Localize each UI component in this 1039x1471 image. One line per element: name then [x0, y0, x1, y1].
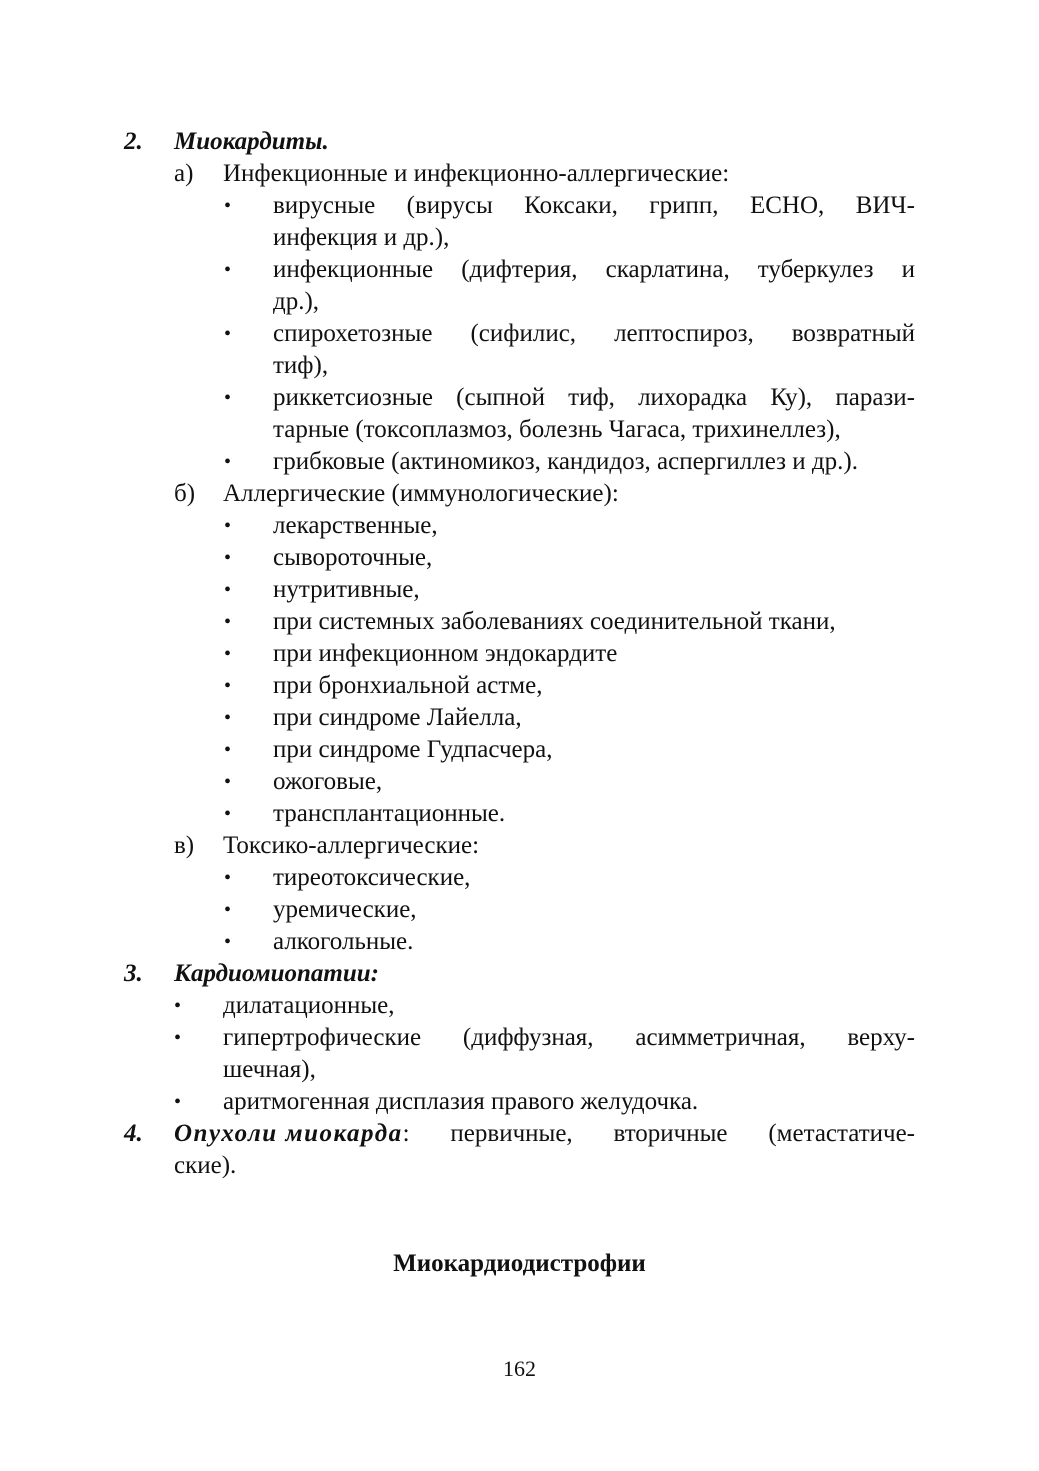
bullet: • [224, 931, 232, 953]
bullet: • [224, 867, 232, 889]
bullet: • [224, 515, 232, 537]
list-item: вирусные (вирусы Коксаки, грипп, ЕСНО, ВИЧ- [273, 192, 915, 219]
bullet: • [224, 451, 232, 473]
list-item-continuation: шечная), [223, 1056, 316, 1083]
list-marker: б) [174, 480, 196, 507]
section-heading: Миокардиты. [174, 128, 329, 155]
section-heading: Опухоли миокарда [174, 1120, 403, 1147]
bullet: • [224, 547, 232, 569]
section-heading: Кардиомиопатии: [174, 960, 379, 987]
bullet: • [224, 771, 232, 793]
list-item: аритмогенная дисплазия правого желудочка. [223, 1088, 699, 1115]
list-item: при инфекционном эндокардите [273, 640, 618, 667]
bullet: • [224, 675, 232, 697]
list-item: лекарственные, [273, 512, 438, 539]
bullet: • [224, 387, 232, 409]
list-item: спирохетозные (сифилис, лептоспироз, возвратный [273, 320, 915, 347]
bullet: • [224, 803, 232, 825]
list-item: риккетсиозные (сыпной тиф, лихорадка Ку), парази- [273, 384, 915, 411]
bullet: • [224, 259, 232, 281]
section-number: 2. [124, 128, 143, 155]
bullet: • [224, 579, 232, 601]
list-item-continuation: инфекция и др.), [273, 224, 450, 251]
list-item: инфекционные (дифтерия, скарлатина, туберкулез и [273, 256, 915, 283]
bullet: • [224, 611, 232, 633]
section-number: 3. [124, 960, 143, 987]
section-line [174, 1118, 915, 1150]
list-item: тиреотоксические, [273, 864, 471, 891]
subsection-title: Аллергические (иммунологические): [223, 480, 619, 507]
list-item: нутритивные, [273, 576, 420, 603]
bullet: • [224, 195, 232, 217]
bullet: • [224, 323, 232, 345]
list-item: при бронхиальной астме, [273, 672, 543, 699]
list-item-continuation: др.), [273, 288, 320, 315]
list-item: гипертрофические (диффузная, асимметричная, верху- [223, 1024, 915, 1051]
list-item: при синдроме Гудпасчера, [273, 736, 553, 763]
list-item: при системных заболеваниях соединительной ткани, [273, 608, 836, 635]
bullet: • [224, 643, 232, 665]
page-number: 162 [503, 1356, 536, 1381]
bullet: • [174, 1091, 182, 1113]
list-item-continuation: тарные (токсоплазмоз, болезнь Чагаса, трихинеллез), [273, 416, 841, 443]
bullet: • [174, 995, 182, 1017]
list-item: уремические, [273, 896, 417, 923]
section-text: : первичные, вторичные (метастатиче- [402, 1120, 915, 1147]
list-item-continuation: тиф), [273, 352, 329, 379]
list-item: алкогольные. [273, 928, 414, 955]
list-item: трансплантационные. [273, 800, 506, 827]
subsection-title: Инфекционные и инфекционно-аллергические: [223, 160, 730, 187]
bullet: • [174, 1027, 182, 1049]
list-item: при синдроме Лайелла, [273, 704, 522, 731]
list-marker: в) [174, 832, 195, 859]
list-marker: а) [174, 160, 194, 187]
bullet: • [224, 707, 232, 729]
subsection-title: Токсико-аллергические: [223, 832, 480, 859]
section-number: 4. [124, 1120, 143, 1147]
list-item: дилатационные, [223, 992, 395, 1019]
section-title: Миокардиодистрофии [393, 1250, 646, 1277]
bullet: • [224, 739, 232, 761]
bullet: • [224, 899, 232, 921]
list-item: ожоговые, [273, 768, 383, 795]
section-text-continuation: ские). [174, 1152, 237, 1179]
list-item: грибковые (актиномикоз, кандидоз, аспергиллез и др.). [273, 448, 858, 475]
list-item: сывороточные, [273, 544, 433, 571]
